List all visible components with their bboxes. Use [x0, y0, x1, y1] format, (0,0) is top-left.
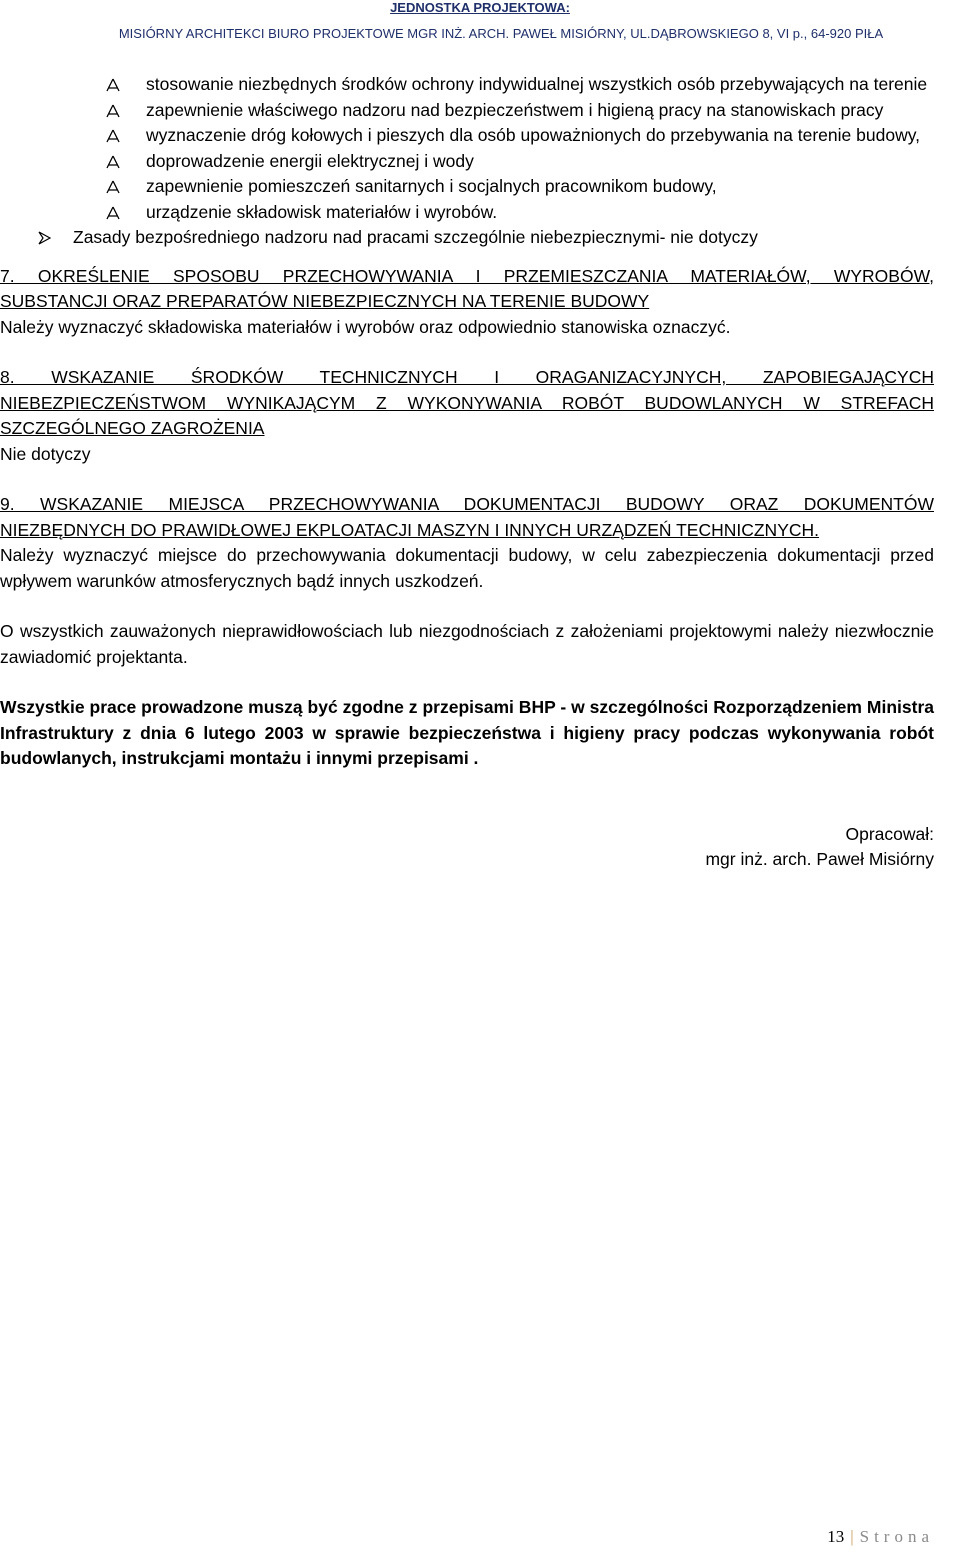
triangle-bullet-icon: [106, 104, 120, 118]
arrow-item-text: Zasady bezpośredniego nadzoru nad pracami szczególnie niebezpiecznymi- nie dotyczy: [73, 227, 758, 247]
list-item-text: doprowadzenie energii elektrycznej i wody: [146, 150, 474, 171]
signature-block: [0, 822, 934, 873]
list-item-text: urządzenie składowisk materiałów i wyrobów.: [146, 201, 498, 222]
section-9: [0, 492, 934, 594]
triangle-bullet-icon: [106, 206, 120, 220]
list-item-text: zapewnienie pomieszczeń sanitarnych i socjalnych pracownikom budowy,: [146, 176, 717, 196]
list-item: [0, 72, 934, 98]
section-7-body: Należy wyznaczyć składowiska materiałów i wyrobów oraz odpowiednio stanowiska oznaczyć.: [0, 316, 731, 337]
section-8-heading-cont: NIEBEZPIECZEŃSTWOM WYNIKAJĄCYM Z WYKONYWANIA ROBÓT BUDOWLANYCH W STREFACH: [0, 392, 934, 413]
header-subtitle: MISIÓRNY ARCHITEKCI BIURO PROJEKTOWE MGR INŻ. ARCH. PAWEŁ MISIÓRNY, UL.DĄBROWSKIEGO 8, VI p., 64-920 PIŁA: [118, 26, 884, 41]
page-number: 13: [827, 1527, 845, 1546]
bullet-list: [0, 72, 934, 225]
triangle-bullet-icon: [106, 180, 120, 194]
bhp-statement: Wszystkie prace prowadzone muszą być zgodne z przepisami BHP - w szczególności Rozporządzeniem Ministra Infrastruktury z dnia 6 lutego 2003 w sprawie bezpieczeństwa i higieny pracy podczas wykonywania robót budowlanych, instrukcjami montażu i innymi przepisami .: [0, 697, 934, 768]
section-8: [0, 365, 934, 467]
section-9-heading-cont: NIEZBĘDNYCH DO PRAWIDŁOWEJ EKPLOATACJI MASZYN I INNYCH URZĄDZEŃ TECHNICZNYCH.: [0, 519, 820, 540]
list-item: [0, 174, 934, 200]
document-body: [0, 72, 934, 873]
section-7: [0, 264, 934, 341]
list-item-text: stosowanie niezbędnych środków ochrony indywidualnej wszystkich osób przebywających na terenie: [146, 74, 928, 94]
section-8-heading-cont2: SZCZEGÓLNEGO ZAGROŻENIA: [0, 418, 265, 438]
list-item: [0, 200, 934, 226]
footer-separator: |: [850, 1527, 854, 1546]
signature-label: Opracował:: [845, 823, 934, 844]
triangle-bullet-icon: [106, 155, 120, 169]
triangle-bullet-icon: [106, 129, 120, 143]
header-title: JEDNOSTKA PROJEKTOWA:: [390, 0, 570, 15]
footer-label: Strona: [859, 1527, 934, 1546]
section-7-heading: 7. OKREŚLENIE SPOSOBU PRZECHOWYWANIA I PRZEMIESZCZANIA MATERIAŁÓW, WYROBÓW,: [0, 265, 934, 286]
arrow-list-item: [0, 225, 934, 251]
section-8-heading: 8. WSKAZANIE ŚRODKÓW TECHNICZNYCH I ORAGANIZACYJNYCH, ZAPOBIEGAJĄCYCH: [0, 367, 934, 387]
page-footer: [0, 1527, 934, 1547]
arrow-bullet-icon: [37, 231, 51, 245]
list-item: [0, 98, 934, 124]
section-9-heading: 9. WSKAZANIE MIEJSCA PRZECHOWYWANIA DOKUMENTACJI BUDOWY ORAZ DOKUMENTÓW: [0, 494, 934, 514]
list-item-text: wyznaczenie dróg kołowych i pieszych dla osób upoważnionych do przebywania na terenie budowy,: [146, 125, 921, 145]
list-item: [0, 123, 934, 149]
triangle-bullet-icon: [106, 78, 120, 92]
section-7-heading-cont: SUBSTANCJI ORAZ PREPARATÓW NIEBEZPIECZNYCH NA TERENIE BUDOWY: [0, 291, 650, 311]
section-8-body: Nie dotyczy: [0, 443, 91, 464]
notice-paragraph: O wszystkich zauważonych nieprawidłowościach lub niezgodnościach z założeniami projektowymi należy niezwłocznie zawiadomić projektanta.: [0, 621, 934, 667]
list-item: [0, 149, 934, 175]
signature-name: mgr inż. arch. Paweł Misiórny: [705, 849, 934, 869]
section-9-body: Należy wyznaczyć miejsce do przechowywania dokumentacji budowy, w celu zabezpieczenia dokumentacji przed wpływem warunków atmosferycznych bądź innych uszkodzeń.: [0, 545, 934, 591]
list-item-text: zapewnienie właściwego nadzoru nad bezpieczeństwem i higieną pracy na stanowiskach pracy: [146, 99, 884, 120]
